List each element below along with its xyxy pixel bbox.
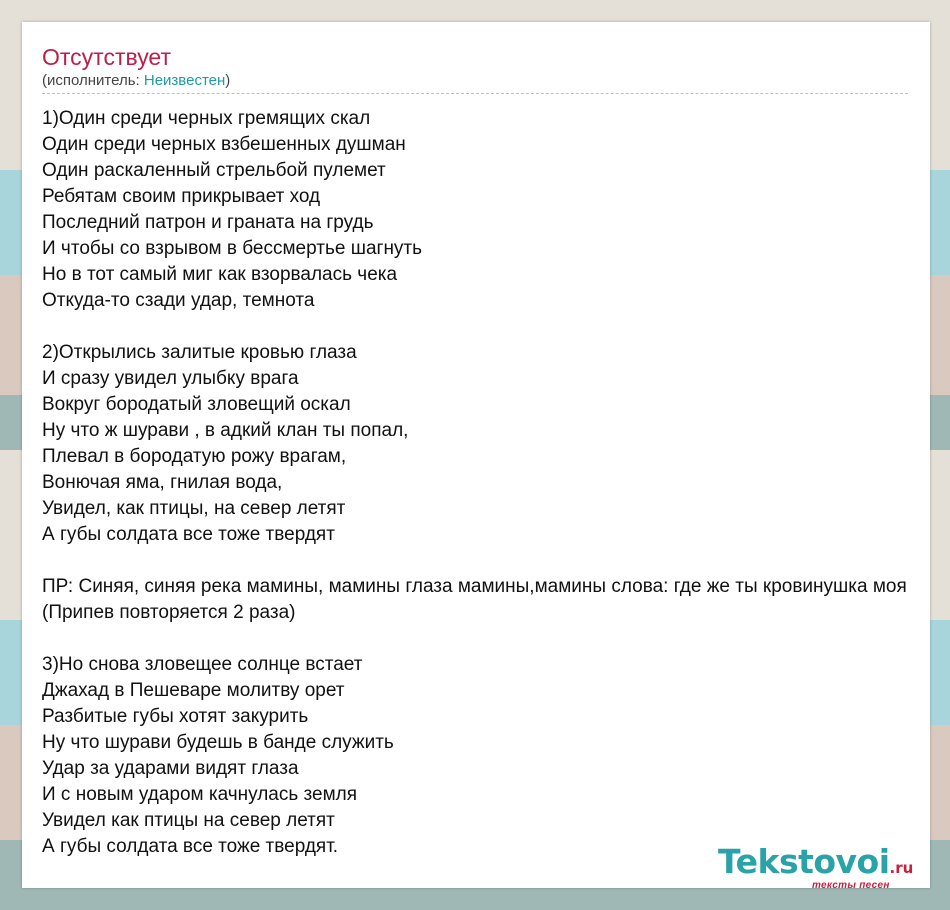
lyric-line: А губы солдата все тоже твердят [42,524,335,545]
lyrics-text [42,106,930,860]
lyric-line: 2)Открылись залитые кровью глаза [42,342,357,363]
lyric-line: И сразу увидел улыбку врага [42,368,299,389]
site-logo[interactable] [718,842,914,888]
song-title: Отсутствует [42,44,171,70]
lyric-line: А губы солдата все тоже твердят. [42,836,339,857]
artist-link[interactable]: Неизвестен [143,72,226,89]
lyric-line: Один раскаленный стрельбой пулемет [42,160,386,181]
lyric-line: Вокруг бородатый зловещий оскал [42,394,351,415]
lyric-line: Ребятам своим прикрывает ход [42,186,321,207]
lyric-line: Увидел, как птицы, на север летят [42,498,346,519]
lyric-blank-line [42,548,930,574]
lyric-line: Но в тот самый миг как взорвалась чека [42,264,398,285]
lyric-line: 3)Но снова зловещее солнце встает [42,654,363,675]
lyric-blank-line [42,626,930,652]
lyric-line: (Припев повторяется 2 раза) [42,602,296,623]
lyric-blank-line [42,314,930,340]
lyric-line: И с новым ударом качнулась земля [42,784,358,805]
lyric-line: Плевал в бородатую рожу врагам, [42,446,347,467]
lyric-line: Откуда-то сзади удар, темнота [42,290,315,311]
lyric-line: 1)Один среди черных гремящих скал [42,108,371,129]
lyric-line: Один среди черных взбешенных душман [42,134,406,155]
lyric-line: И чтобы со взрывом в бессмертье шагнуть [42,238,423,259]
lyric-line: Разбитые губы хотят закурить [42,706,309,727]
logo-tagline: тексты песен [812,880,890,888]
lyric-line: Вонючая яма, гнилая вода, [42,472,283,493]
artist-suffix: ) [225,72,231,89]
lyric-line: Джахад в Пешеваре молитву орет [42,680,345,701]
lyric-line: Ну что ж шурави , в адкий клан ты попал, [42,420,409,441]
lyric-line: ПР: Синяя, синяя река мамины, мамины глаза мамины,мамины слова: где же ты кровинушка моя [42,576,907,597]
logo-tld: .ru [889,859,914,877]
artist-prefix: (исполнитель: [42,72,144,89]
lyric-line: Последний патрон и граната на грудь [42,212,374,233]
logo-text: Tekstovoi [718,842,890,881]
lyric-line: Увидел как птицы на север летят [42,810,335,831]
divider [42,93,908,94]
lyric-line: Удар за ударами видят глаза [42,758,299,779]
lyric-line: Ну что шурави будешь в банде служить [42,732,394,753]
lyrics-card [22,22,930,888]
artist-line [42,72,230,89]
